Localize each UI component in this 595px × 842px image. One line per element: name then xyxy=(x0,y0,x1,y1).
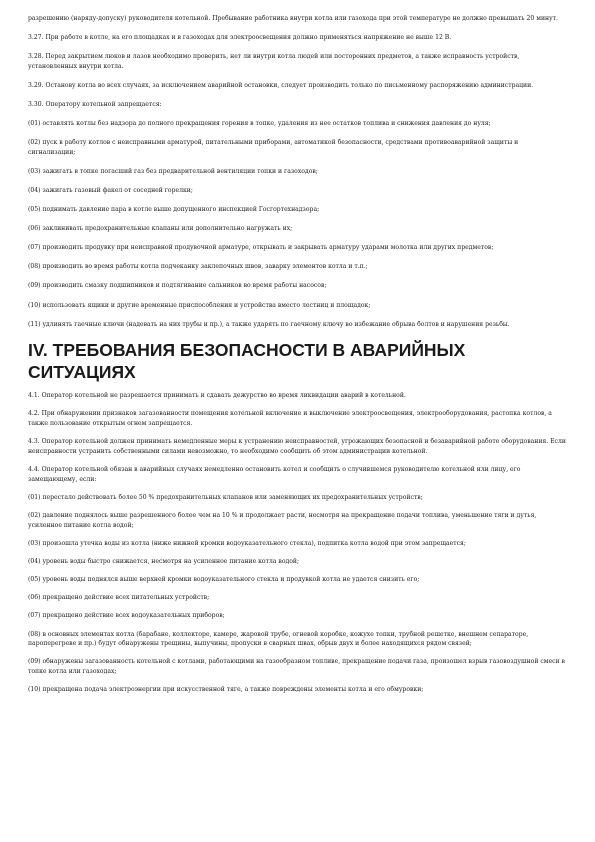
emergency-item-03: (03) произошла утечка воды из котла (ниже нижней кромки водоуказательного стекла), подпитка котла водой при этом запрещается; xyxy=(28,539,466,547)
list-item-09: (09) производить смазку подшипников и подтягивание сальников во время работы насосов; xyxy=(28,282,327,290)
list-item-01: (01) оставлять котлы без надзора до полного прекращения горения в топке, удаления из нее остатков топлива и снижения давления до нуля; xyxy=(28,120,491,128)
list-item-06: (06) заклинивать предохранительные клапаны или дополнительно нагружать их; xyxy=(28,225,293,233)
list-item-03: (03) зажигать в топке погасший газ без предварительной вентиляции топки и газоходов; xyxy=(28,167,318,175)
emergency-item-08: (08) в основных элементах котла (барабане, коллекторе, камере, жаровой трубе, огневой коробке, кожухе топки, трубной решетке, внешнем сепараторе, пароперегреве и пр.) будут обнаружены трещины, выпучины, пропуски в сварных швах, обрыв двух и более находящихся рядом связей; xyxy=(28,630,529,648)
safety-section-4 xyxy=(28,391,566,695)
emergency-item-07: (07) прекращено действие всех водоуказательных приборов; xyxy=(28,612,225,620)
paragraph-4-3: 4.3. Оператор котельной должен принимать немедленные меры к устранению неисправностей, угрожающих безопасной и безаварийной работе оборудования. Если неисправности устранить собственными силами невозможно, то необходимо сообщить об этом администрации котельной. xyxy=(28,438,566,455)
list-item-11: (11) удлинять гаечные ключи (надевать на них трубы и пр.), а также ударять по гаечному ключу во избежание обрыва болтов и нарушения резьбы. xyxy=(28,320,510,328)
emergency-item-01: (01) перестало действовать более 50 % предохранительных клапанов или заменяющих их предохранительных устройств; xyxy=(28,493,423,501)
paragraph-4-1: 4.1. Оператор котельной не разрешается принимать и сдавать дежурство во время ликвидации аварий в котельной. xyxy=(28,392,406,400)
emergency-item-09: (09) обнаружены загазованность котельной с котлами, работающими на газообразном топливе, прекращение подачи газа, произошел взрыв газовоздушной смеси в топке котла или газоходах; xyxy=(28,658,565,675)
paragraph-4-2: 4.2. При обнаружении признаков загазованности помещения котельной включение и выключение электроосвещения, электрооборудования, растопка котлов, а также пользование открытым огнем запрещается. xyxy=(28,410,552,427)
list-item-04: (04) зажигать газовый факел от соседней горелки; xyxy=(28,186,193,194)
paragraph-3-27: 3.27. При работе в котле, на его площадках и в газоходах для электроосвещения должно применяться напряжение не выше 12 В. xyxy=(28,34,452,42)
emergency-item-05: (05) уровень воды поднялся выше верхней кромки водоуказательного стекла и продувкой котла не удается снизить его; xyxy=(28,576,420,584)
list-item-10: (10) использовать ящики и другие временные приспособления и устройства вместо лестниц и площадок; xyxy=(28,301,371,309)
emergency-item-10: (10) прекращена подача электроэнергии при искусственной тяге, а также повреждены элементы котла и его обмуровки; xyxy=(28,686,424,694)
emergency-item-02: (02) давление поднялось выше разрешенного более чем на 10 % и продолжает расти, несмотря на прекращение подачи топлива, уменьшение тяги и дутья, усиленное питание котла водой; xyxy=(28,511,537,529)
paragraph-3-30: 3.30. Оператору котельной запрещается: xyxy=(28,100,162,108)
list-item-07: (07) производить продувку при неисправной продувочной арматуре, открывать и закрывать арматуру ударами молотка или других предметов; xyxy=(28,244,494,252)
paragraph-3-28: 3.28. Перед закрытием люков и лазов необходимо проверить, нет ли внутри котла людей или посторонних предметов, а также исправность устройств, установленных внутри котла. xyxy=(28,53,520,70)
paragraph-4-4: 4.4. Оператор котельной обязан в аварийных случаях немедленно остановить котел и сообщить о случившемся руководителю котельной или лицу, его замещающему, если: xyxy=(28,465,521,483)
list-item-02: (02) пуск в работу котлов с неисправными арматурой, питательными приборами, автоматикой безопасности, средствами противоаварийной защиты и сигнализации; xyxy=(28,139,519,156)
emergency-item-04: (04) уровень воды быстро снижается, несмотря на усиленное питание котла водой; xyxy=(28,557,300,565)
emergency-item-06: (06) прекращено действие всех питательных устройств; xyxy=(28,594,210,602)
section-heading: IV. ТРЕБОВАНИЯ БЕЗОПАСНОСТИ В АВАРИЙНЫХ СИТУАЦИЯХ xyxy=(28,340,466,383)
list-item-08: (08) производить во время работы котла подчеканку заклепочных швов, заварку элементов котла и т.п.; xyxy=(28,263,368,271)
continuation-paragraph: разрешению (наряду-допуску) руководителя котельной. Пребывание работника внутри котла или газохода при этой температуре не должно превышать 20 минут. xyxy=(28,15,558,22)
list-item-05: (05) поднимать давление пара в котле выше допущенного инспекцией Госгортехнадзора; xyxy=(28,206,320,214)
document-page xyxy=(28,14,566,703)
safety-section-3 xyxy=(28,14,566,329)
paragraph-3-29: 3.29. Останову котла во всех случаях, за исключением аварийной остановки, следует производить только по письменному распоряжению администрации. xyxy=(28,81,534,89)
